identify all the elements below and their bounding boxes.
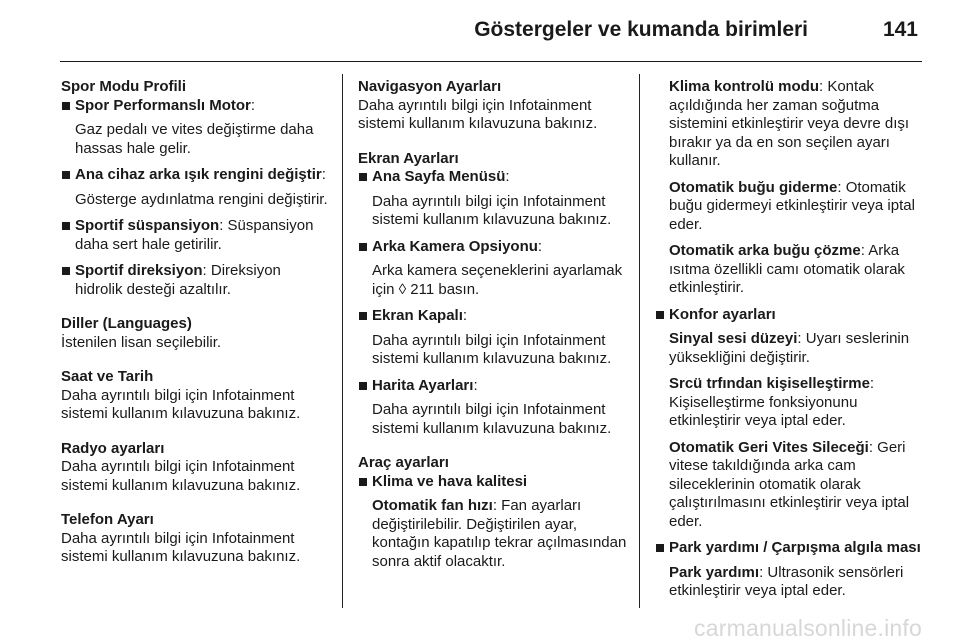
item-label: Sportif direksiyon: [75, 262, 203, 279]
item-desc: Gaz pedalı ve vites değiştirme daha hassas hale gelir.: [75, 121, 314, 157]
item-label: Klima ve hava kalitesi: [372, 472, 528, 490]
item-desc: Gösterge aydınlatma rengini değiştirir.: [75, 190, 328, 208]
item-label: Konfor ayarları: [669, 305, 776, 323]
item-sep: :: [505, 168, 510, 185]
sub-item: [669, 179, 930, 235]
item-label: Ana Sayfa Menüsü: [372, 168, 506, 185]
section-navigasyon: [358, 78, 628, 134]
item-sep: :: [321, 166, 326, 183]
sub-item: [669, 242, 930, 298]
sub-label: Otomatik arka buğu çözme: [669, 242, 861, 259]
column-right: [655, 78, 930, 609]
sub-desc: : Ultrasonik sensörleri etkinleştirir veya iptal eder.: [669, 563, 904, 599]
section-heading: Diller (Languages): [61, 315, 192, 332]
column-divider: [639, 74, 640, 608]
section-ekran: [358, 150, 628, 439]
list-item: [61, 262, 331, 299]
sub-label: Otomatik Geri Vites Sileceği: [669, 438, 869, 456]
sub-item: [669, 78, 930, 171]
sub-label: Otomatik buğu giderme: [669, 178, 838, 196]
section-heading: Radyo ayarları: [61, 439, 165, 457]
list-item: [655, 306, 930, 532]
list-item: [61, 166, 331, 209]
section-heading: Telefon Ayarı: [61, 511, 154, 528]
list-item: [358, 377, 628, 439]
sub-item: [669, 330, 930, 367]
item-sep: :: [537, 237, 543, 255]
item-desc: Daha ayrıntılı bilgi için Infotainment sistemi kullanım kılavuzuna bakınız.: [372, 331, 612, 367]
section-text: Daha ayrıntılı bilgi için Infotainment sistemi kullanım kılavuzuna bakınız.: [358, 96, 598, 132]
sub-desc: : Arka ısıtma özellikli camı otomatik olarak etkinleştirir.: [669, 242, 905, 296]
section-arac: [358, 454, 628, 571]
sub-item: [669, 564, 930, 601]
item-label: Ekran Kapalı: [372, 307, 463, 324]
section-heading: Navigasyon Ayarları: [358, 78, 502, 95]
item-desc-text: Arka kamera seçeneklerini ayarlamak için: [372, 262, 623, 298]
list-item: [61, 97, 331, 159]
sub-label: Park yardımı: [669, 563, 760, 581]
sub-desc: : Otomatik buğu gidermeyi etkinleştirir veya iptal eder.: [669, 178, 915, 233]
sub-label: Otomatik fan hızı: [372, 497, 493, 514]
sub-item: [669, 439, 930, 532]
column-middle: [358, 78, 628, 587]
section-text: Daha ayrıntılı bilgi için Infotainment sistemi kullanım kılavuzuna bakınız.: [61, 386, 301, 422]
section-heading: Saat ve Tarih: [61, 368, 154, 385]
item-desc: [372, 497, 628, 571]
sub-label: Sinyal sesi düzeyi: [669, 330, 798, 347]
list-item: [61, 217, 331, 254]
item-desc: : Direksiyon hidrolik desteği azaltılır.: [75, 262, 281, 298]
list-item: [358, 238, 628, 300]
sub-desc: : Fan ayarları değiştirilebilir. Değiştirilen ayar, kontağın kapatılıp tekrar açılmasından sonra aktif olacaktır.: [372, 497, 627, 570]
section-heading: Spor Modu Profili: [61, 78, 186, 95]
section-telefon: [61, 511, 331, 567]
sub-label: Klima kontrolü modu: [669, 78, 819, 95]
sub-desc: : Kişiselleştirme fonksiyonunu etkinleştirir veya iptal eder.: [669, 375, 875, 429]
column-left: [61, 78, 331, 583]
sub-item: [669, 375, 930, 431]
item-desc: Daha ayrıntılı bilgi için Infotainment sistemi kullanım kılavuzuna bakınız.: [372, 192, 612, 228]
item-desc: : Süspansiyon daha sert hale getirilir.: [75, 217, 314, 253]
page-ref-arrow-icon: ◊: [398, 280, 407, 298]
section-spor-modu: [61, 78, 331, 299]
section-diller: [61, 315, 331, 352]
item-sep: :: [462, 307, 468, 324]
list-item: [358, 473, 628, 572]
item-desc: Daha ayrıntılı bilgi için Infotainment sistemi kullanım kılavuzuna bakınız.: [372, 401, 612, 437]
column-divider: [342, 74, 343, 608]
item-label: Spor Performanslı Motor: [75, 96, 251, 114]
sub-desc: : Kontak açıldığında her zaman soğutma sistemini etkinleştirir veya devre dışı bırakır ya da en son seçilen ayarı kullanır.: [669, 78, 910, 169]
header-rule: [60, 61, 922, 62]
item-sep: :: [250, 96, 256, 114]
item-label: Ana cihaz arka ışık rengini değiştir: [75, 166, 322, 183]
item-label: Sportif süspansiyon: [75, 217, 220, 234]
section-text: İstenilen lisan seçilebilir.: [61, 333, 222, 351]
item-label: Harita Ayarları: [372, 376, 474, 394]
watermark: carmanualsonline.info: [694, 615, 922, 641]
sub-desc: : Geri vitese takıldığında arka cam sileceklerinin otomatik olarak çalıştırılmasını etkinleştirir veya iptal eder.: [669, 438, 910, 530]
section-text: Daha ayrıntılı bilgi için Infotainment sistemi kullanım kılavuzuna bakınız.: [61, 458, 301, 494]
page-header-title: Göstergeler ve kumanda birimleri: [474, 18, 808, 41]
list-item: [655, 539, 930, 601]
item-label: Arka Kamera Opsiyonu: [372, 237, 538, 255]
list-item: [358, 307, 628, 369]
section-heading: Ekran Ayarları: [358, 149, 459, 167]
item-label: Park yardımı / Çarpışma algıla ması: [669, 539, 921, 556]
section-radyo: [61, 440, 331, 496]
item-desc: [372, 262, 628, 299]
klima-continued: [655, 78, 930, 298]
sub-label: Srcü trfından kişiselleştirme: [669, 375, 870, 392]
item-sep: :: [473, 376, 478, 394]
section-text: Daha ayrıntılı bilgi için Infotainment sistemi kullanım kılavuzuna bakınız.: [61, 529, 301, 565]
page-ref-text: 211 basın.: [406, 280, 480, 298]
sub-desc: : Uyarı seslerinin yüksekliğini değiştirir.: [669, 330, 910, 366]
list-item: [358, 168, 628, 230]
section-saat: [61, 368, 331, 424]
page-number: 141: [882, 18, 918, 41]
section-heading: Araç ayarları: [358, 454, 449, 471]
